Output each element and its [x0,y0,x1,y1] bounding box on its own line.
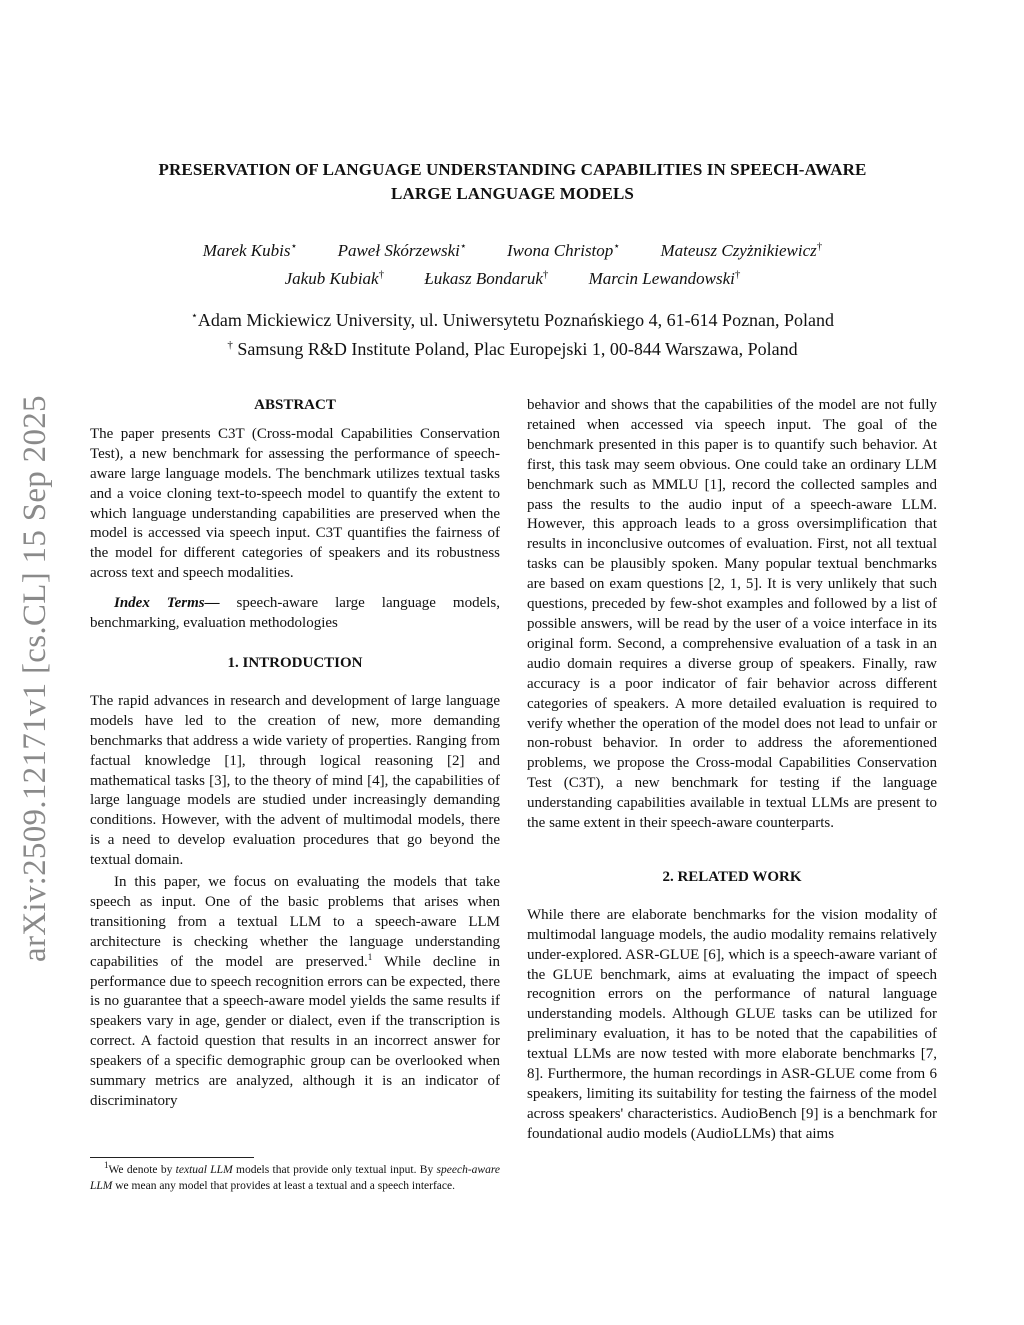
author: Marek Kubis⋆ [202,240,298,260]
affiliation: ⋆Adam Mickiewicz University, ul. Uniwersytetu Poznańskiego 4, 61-614 Poznan, Poland [190,310,835,330]
index-terms: Index Terms— speech-aware large language models, benchmarking, evaluation methodologies [90,595,500,632]
author-list [90,234,935,291]
paper-title [90,158,935,206]
intro-heading: 1. INTRODUCTION [227,654,363,671]
affiliation: † Samsung R&D Institute Poland, Plac Europejski 1, 00-844 Warszawa, Poland [227,339,798,359]
affiliations [90,304,935,362]
author: Iwona Christop⋆ [507,240,621,260]
author: Mateusz Czyżnikiewicz† [660,240,823,260]
title-line-2: LARGE LANGUAGE MODELS [391,184,634,203]
abstract-text: The paper presents C3T (Cross-modal Capabilities Conservation Test), a new benchmark for assessing the performance of speech-aware large language models. The benchmark utilizes textual tasks and a voice cloning text-to-speech model to quantify the extent to which language understanding capabilities are preserved when the model is accessed via speech input. C3T quantifies the fairness of the model for different categories of speakers and its robustness across text and speech modalities. [90,425,500,582]
author: Marcin Lewandowski† [588,268,741,289]
author: Jakub Kubiak† [284,268,385,289]
right-column [527,396,937,1145]
abstract-heading: ABSTRACT [254,397,336,413]
footnote: $^1$We denote by textual LLM models that provide only textual input. By speech-aware LLM we mean any model that provides at least a textual and a speech interface. [90,1160,500,1192]
title-line-1: PRESERVATION OF LANGUAGE UNDERSTANDING CAPABILITIES IN SPEECH-AWARE [158,160,867,179]
author: Łukasz Bondaruk† [424,268,549,289]
author: Paweł Skórzewski⋆ [337,240,467,260]
related-work-paragraph: While there are elaborate benchmarks for the vision modality of multimodal language models, the audio modality remains relatively under-explored. ASR-GLUE [6], which is a speech-aware variant of the GLUE benchmark, aims at evaluating the impact of speech recognition errors on the performance of natural language understanding models. Although GLUE tasks can be utilized for preliminary evaluation, it has to be noted that the capabilities of textual LLMs are now tested with more elaborate benchmarks [7, 8]. Furthermore, the human recordings in ASR-GLUE come from 6 speakers, limiting its suitability for testing the fairness of the model across speakers' characteristics. AudioBench [9] is a benchmark for foundational audio models (AudioLLMs) that aims [527,906,937,1142]
intro-paragraph-1: The rapid advances in research and development of large language models have led to the creation of new, more demanding benchmarks that address a wide variety of properties. Ranging from factual knowledge [1], through logical reasoning [2] and mathematical tasks [3], to the theory of mind [4], the capabilities of large language models are studied under increasingly demanding conditions. However, with the advent of multimodal models, there is a need to develop evaluation procedures that go beyond the textual domain. [90,692,500,869]
footnote-divider [90,1157,254,1158]
footnote-ref[interactable]: 1 [367,951,373,962]
related-work-heading: 2. RELATED WORK [662,868,802,885]
index-terms-label: Index Terms— [114,595,220,612]
intro-paragraph-2: In this paper, we focus on evaluating the models that take speech as input. One of the basic problems that arises when transitioning from a textual LLM to a speech-aware LLM architecture is checking whether the language understanding capabilities of the model are preserved.$^1$ While decline in performance due to speech recognition errors can be expected, there is no guarantee that a speech-aware model yields the same results if speakers vary in age, gender or dialect, even if the transcription is correct. A factoid question that results in an incorrect answer for speakers of a specific demographic group can be overlooked when summary metrics are analyzed, although it is an indicator of discriminatory [90,874,500,1109]
arxiv-identifier: arXiv:2509.12171v1 [cs.CL] 15 Sep 2025 [17,395,53,962]
intro-paragraph-2-continued: behavior and shows that the capabilities of the model are not fully retained when accessed via speech input. The goal of the benchmark presented in this paper is to quantify such behavior. At first, this task may seem obvious. One could take an ordinary LLM benchmark such as MMLU [1], record the collected samples and pass the results to the audio input of a speech-aware LLM. However, this approach leads to a gross oversimplification that results in inconclusive outcomes of evaluation. First, not all textual tasks can be plausibly spoken. Many popular textual benchmarks are based on exam questions [2, 1, 5]. It is very unlikely that such questions, preceded by few-shot examples and followed by a list of possible answers, will be read by the user of a voice interface in its original form. Second, a comprehensive evaluation of a task in an audio domain requires a diverse group of speakers. Finally, raw accuracy is a poor indicator of fair behavior across different categories of speakers. A more detailed evaluation is required to verify whether the operation of the model does not lead to unfair or non-robust behavior. In order to address the aforementioned problems, we propose the Cross-modal Capabilities Conservation Test (C3T), a new benchmark for testing if the language understanding capabilities available in textual LLMs are present to the same extent in their speech-aware counterparts. [527,397,937,832]
left-column [90,396,500,1112]
